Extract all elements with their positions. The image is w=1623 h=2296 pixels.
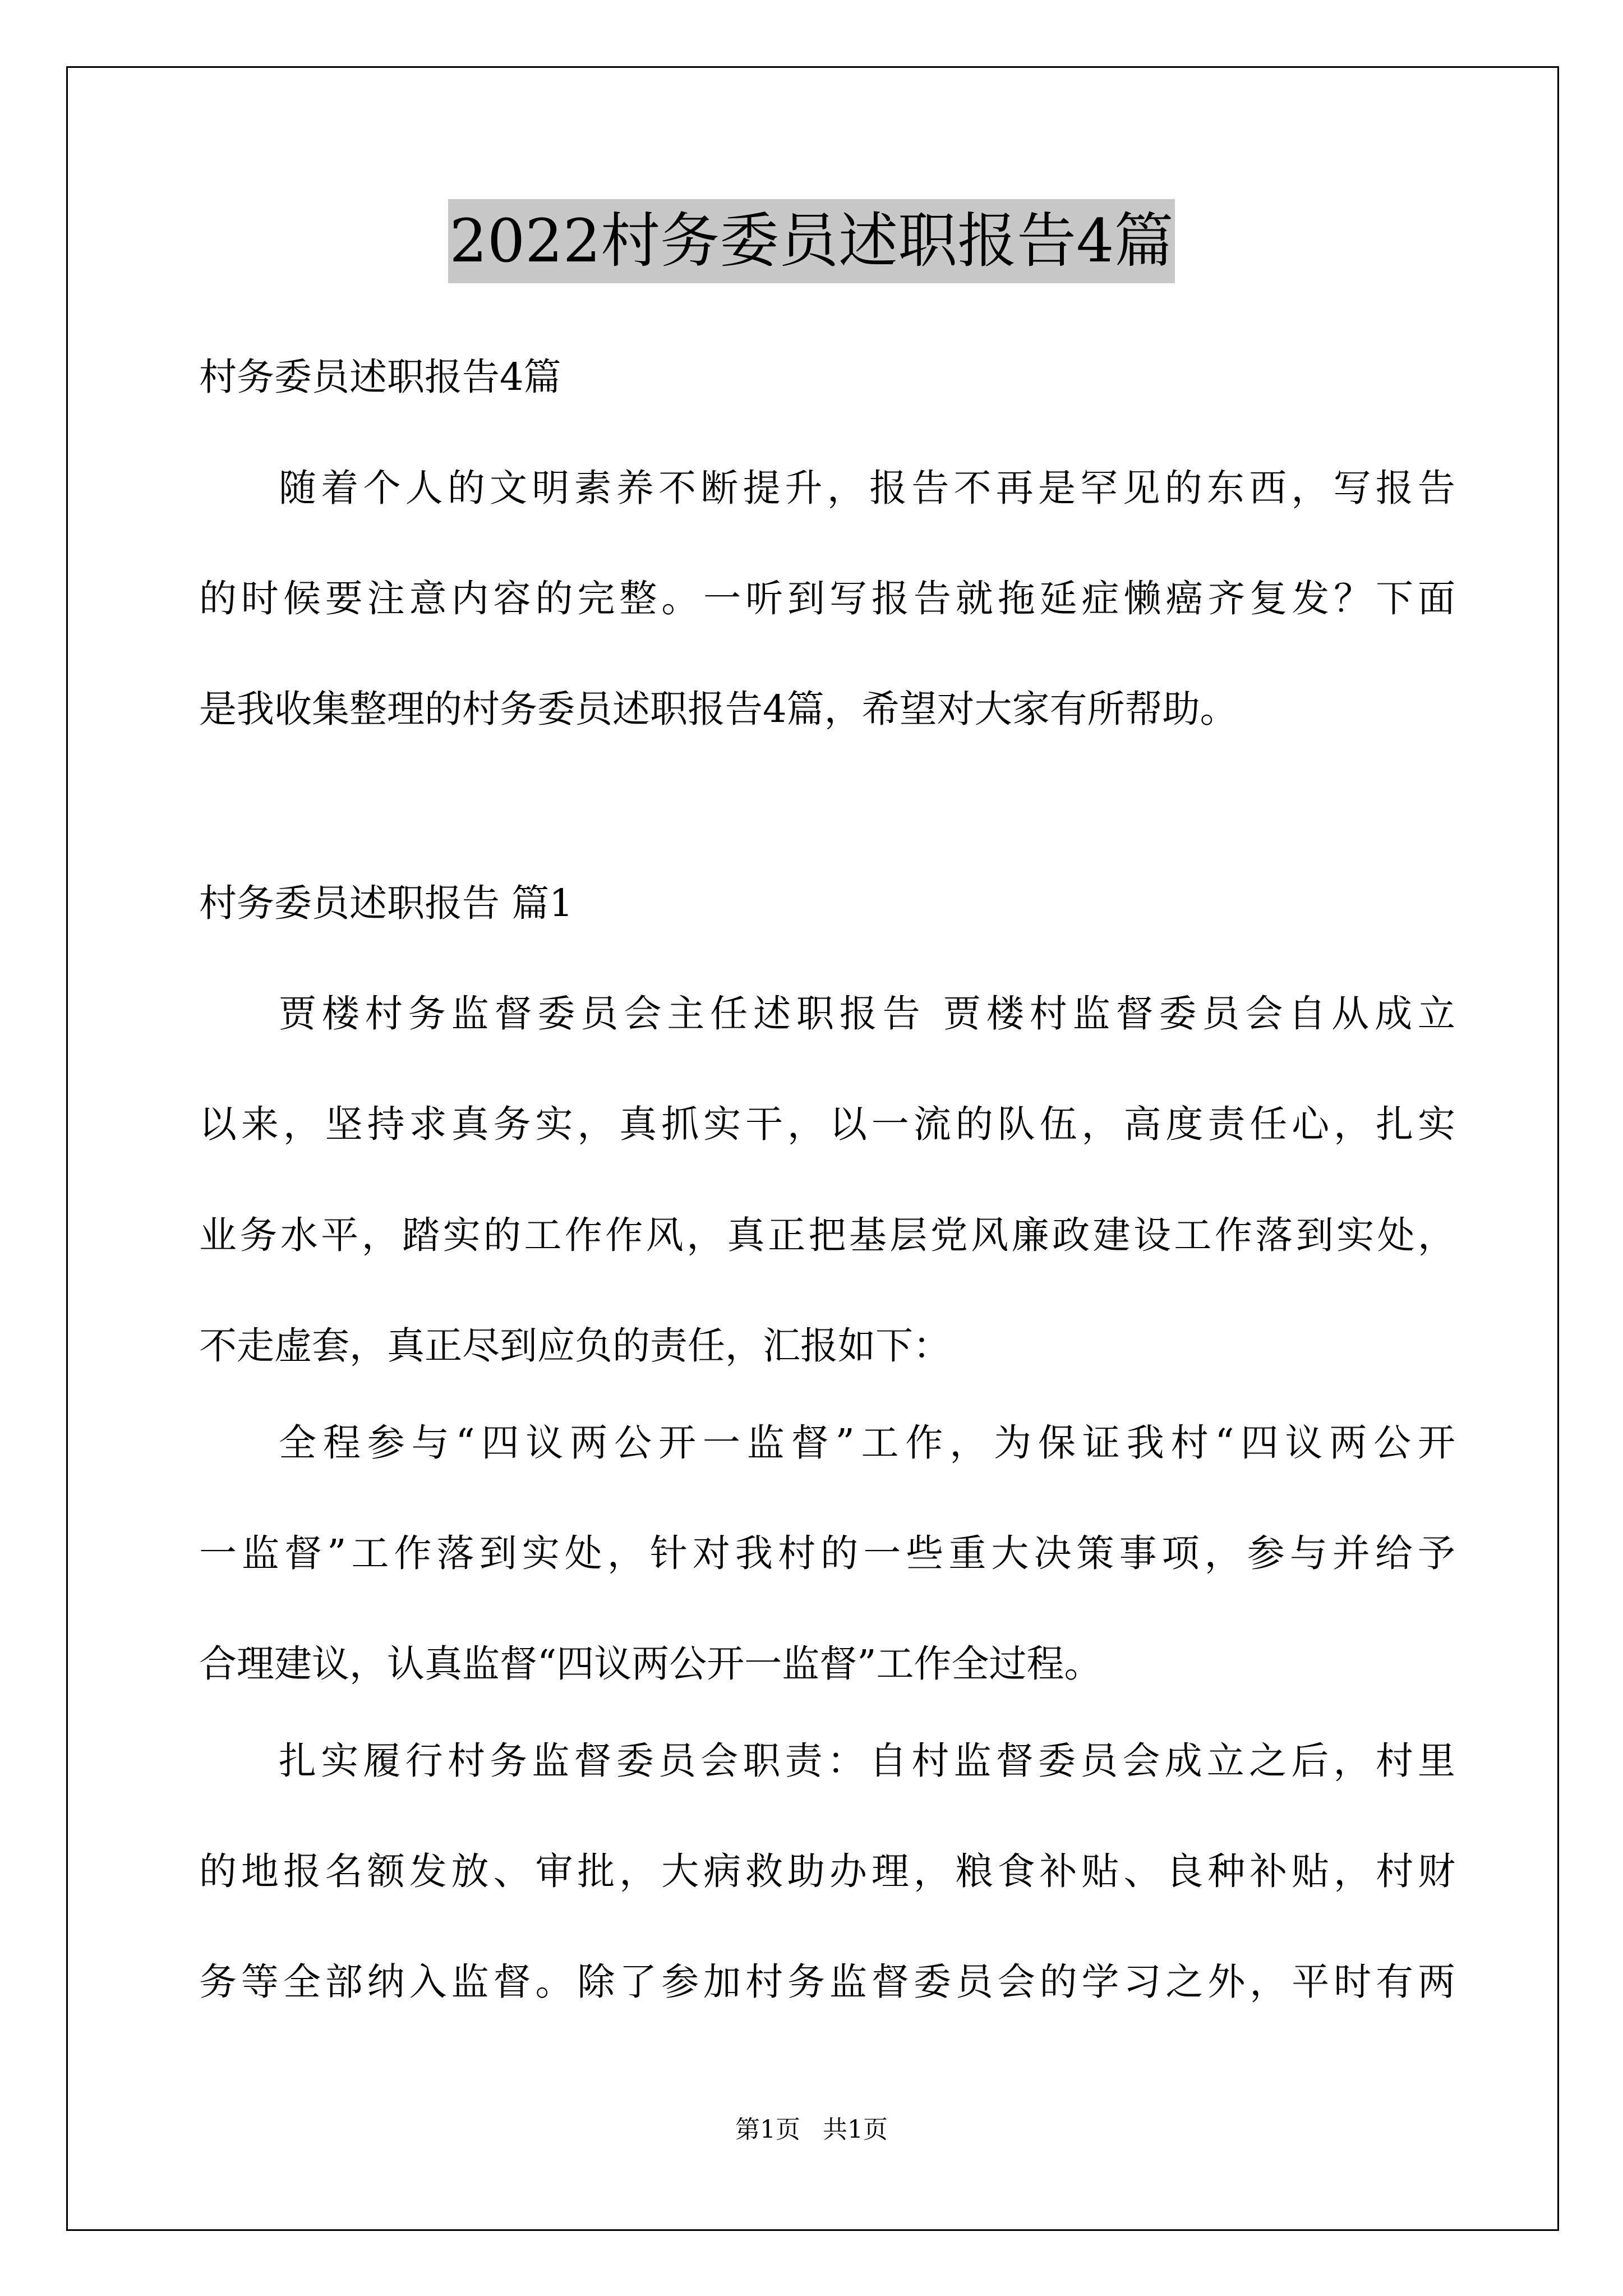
document-subtitle: 村务委员述职报告4篇 (199, 355, 561, 399)
page-number: 第1页 (735, 2115, 800, 2144)
para1-line-2: 以来，坚持求真务实，真抓实干，以一流的队伍，高度责任心，扎实 (199, 1102, 1455, 1146)
intro-line-1: 随着个人的文明素养不断提升，报告不再是罕见的东西，写报告 (279, 466, 1455, 510)
para3-line-1: 扎实履行村务监督委员会职责：自村监督委员会成立之后，村里 (279, 1739, 1455, 1783)
page-footer (0, 2113, 1623, 2147)
para2-line-1: 全程参与“四议两公开一监督”工作，为保证我村“四议两公开 (279, 1421, 1455, 1465)
intro-line-2: 的时候要注意内容的完整。一听到写报告就拖延症懒癌齐复发？下面 (199, 577, 1455, 620)
section-heading: 村务委员述职报告 篇1 (199, 881, 573, 925)
title-container (0, 199, 1623, 283)
para1-line-1: 贾楼村务监督委员会主任述职报告 贾楼村监督委员会自从成立 (279, 992, 1455, 1036)
para2-line-2: 一监督”工作落到实处，针对我村的一些重大决策事项，参与并给予 (199, 1531, 1455, 1575)
para2-line-3: 合理建议，认真监督“四议两公开一监督”工作全过程。 (199, 1642, 1102, 1686)
document-title: 2022村务委员述职报告4篇 (448, 199, 1174, 283)
para1-line-3: 业务水平，踏实的工作作风，真正把基层党风廉政建设工作落到实处， (199, 1213, 1455, 1257)
para3-line-3: 务等全部纳入监督。除了参加村务监督委员会的学习之外，平时有两 (199, 1960, 1455, 2004)
para1-line-4: 不走虚套，真正尽到应负的责任，汇报如下： (199, 1324, 951, 1368)
page-total: 共1页 (823, 2115, 888, 2144)
para3-line-2: 的地报名额发放、审批，大病救助办理，粮食补贴、良种补贴，村财 (199, 1849, 1455, 1893)
intro-line-3: 是我收集整理的村务委员述职报告4篇，希望对大家有所帮助。 (199, 687, 1238, 731)
